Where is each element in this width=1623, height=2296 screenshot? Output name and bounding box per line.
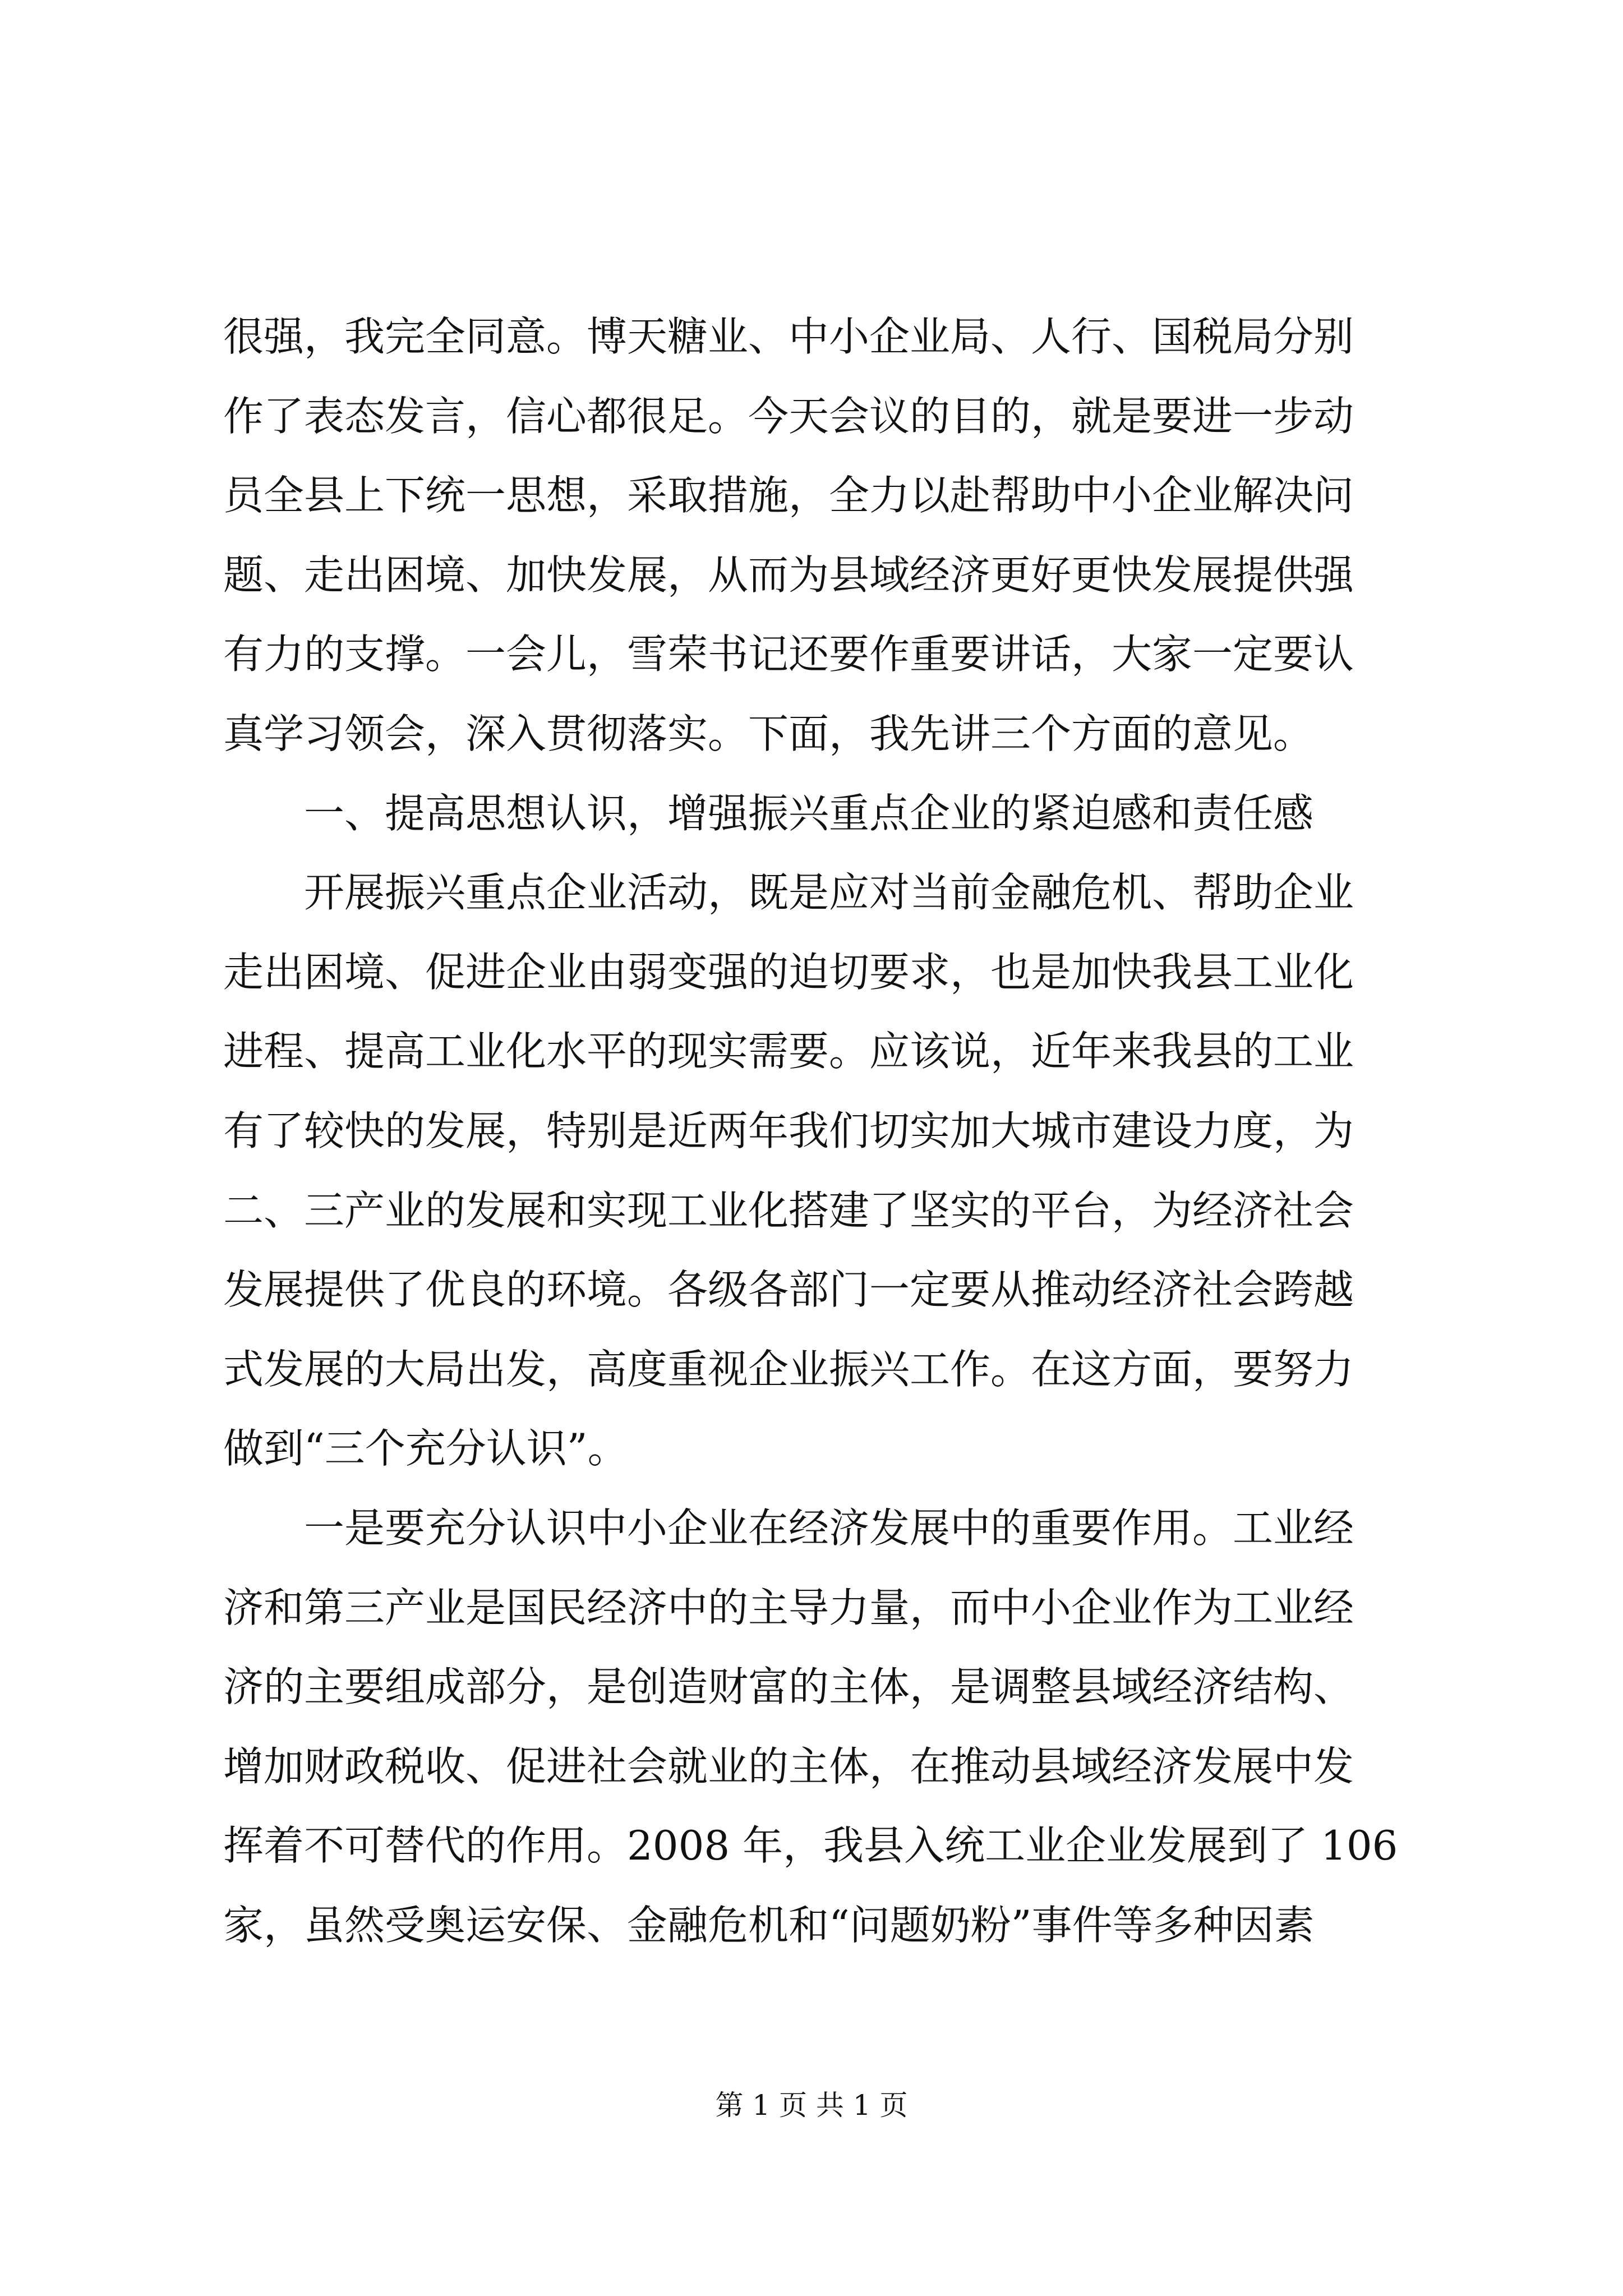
text-line: 家，虽然受奥运安保、金融危机和“问题奶粉”事件等多种因素 xyxy=(223,1901,1315,1949)
text-line: 很强，我完全同意。博天糖业、中小企业局、人行、国税局分别 xyxy=(223,313,1354,360)
text-line: 员全县上下统一思想，采取措施，全力以赴帮助中小企业解决问 xyxy=(223,472,1354,519)
text-line: 挥着不可替代的作用。2008 年，我县入统工业企业发展到了 106 xyxy=(223,1822,1398,1870)
text-line: 增加财政税收、促进社会就业的主体，在推动县域经济发展中发 xyxy=(223,1742,1354,1790)
text-line: 开展振兴重点企业活动，既是应对当前金融危机、帮助企业 xyxy=(223,869,1354,917)
document-body xyxy=(223,297,1418,1965)
text-line: 发展提供了优良的环境。各级各部门一定要从推动经济社会跨越 xyxy=(223,1266,1354,1314)
text-line: 作了表态发言，信心都很足。今天会议的目的，就是要进一步动 xyxy=(223,392,1354,440)
text-line: 有力的支撑。一会儿，雪荣书记还要作重要讲话，大家一定要认 xyxy=(223,631,1354,678)
text-line: 进程、提高工业化水平的现实需要。应该说，近年来我县的工业 xyxy=(223,1028,1354,1075)
page-number-footer: 第 1 页 共 1 页 xyxy=(715,2089,908,2122)
text-line: 有了较快的发展，特别是近两年我们切实加大城市建设力度，为 xyxy=(223,1107,1354,1154)
text-line: 二、三产业的发展和实现工业化搭建了坚实的平台，为经济社会 xyxy=(223,1186,1354,1234)
text-line: 做到“三个充分认识”。 xyxy=(223,1425,628,1473)
text-line: 走出困境、促进企业由弱变强的迫切要求，也是加快我县工业化 xyxy=(223,948,1354,996)
text-line: 一是要充分认识中小企业在经济发展中的重要作用。工业经 xyxy=(223,1504,1354,1552)
section-heading: 一、提高思想认识，增强振兴重点企业的紧迫感和责任感 xyxy=(223,789,1314,837)
text-line: 真学习领会，深入贯彻落实。下面，我先讲三个方面的意见。 xyxy=(223,710,1314,757)
text-line: 济和第三产业是国民经济中的主导力量，而中小企业作为工业经 xyxy=(223,1584,1354,1631)
text-line: 济的主要组成部分，是创造财富的主体，是调整县域经济结构、 xyxy=(223,1663,1354,1711)
text-line: 题、走出困境、加快发展，从而为县域经济更好更快发展提供强 xyxy=(223,551,1354,599)
text-line: 式发展的大局出发，高度重视企业振兴工作。在这方面，要努力 xyxy=(223,1345,1354,1393)
